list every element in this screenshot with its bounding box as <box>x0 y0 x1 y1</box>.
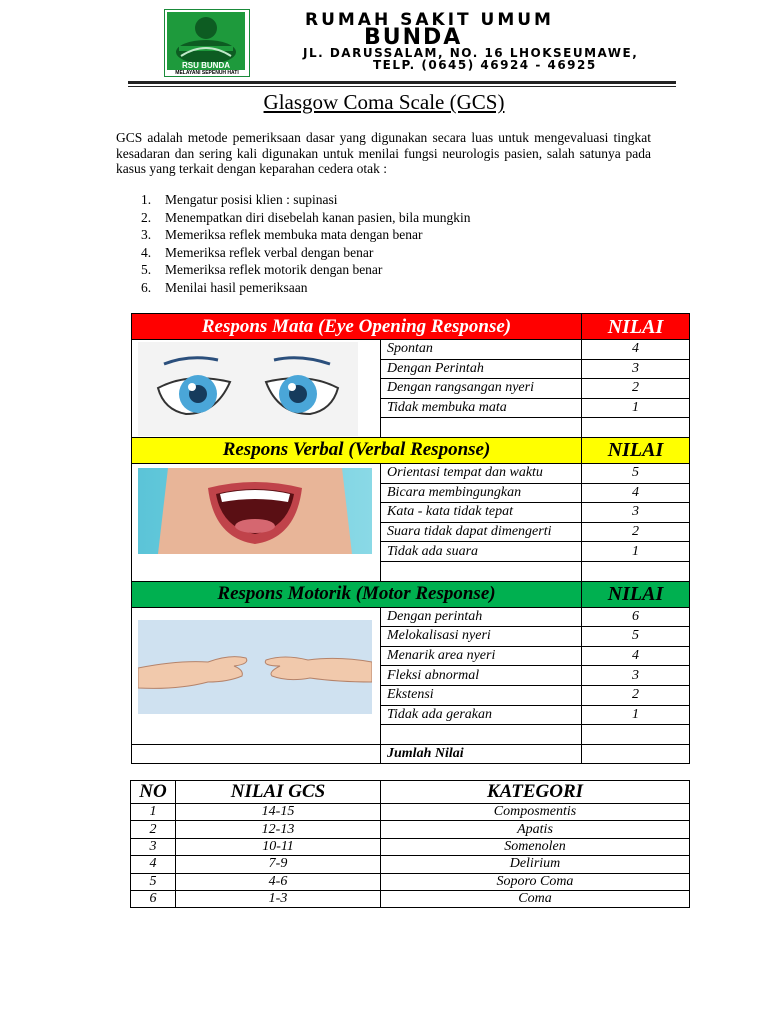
verbal-criteria: Suara tidak dapat dimengerti <box>381 522 582 542</box>
header-divider-thick <box>128 81 676 84</box>
gcs-category-table <box>130 780 690 908</box>
hands-illustration <box>132 607 381 744</box>
verbal-score: 2 <box>582 522 690 542</box>
mouth-illustration <box>132 463 381 581</box>
eye-criteria: Dengan rangsangan nyeri <box>381 379 582 399</box>
verbal-criteria: Kata - kata tidak tepat <box>381 503 582 523</box>
verbal-criteria: Orientasi tempat dan waktu <box>381 463 582 483</box>
eye-response-header: Respons Mata (Eye Opening Response) <box>132 314 582 340</box>
gcs-scoring-table <box>131 313 690 764</box>
col-header-nilai: NILAI GCS <box>176 781 381 804</box>
hospital-logo <box>164 9 250 77</box>
verbal-response-header: Respons Verbal (Verbal Response) <box>132 437 582 463</box>
eye-score: 3 <box>582 359 690 379</box>
step-item: 6. Menilai hasil pemeriksaan <box>141 279 308 295</box>
motor-criteria: Ekstensi <box>381 685 582 705</box>
table-row: 3 10-11 Somenolen <box>131 838 690 855</box>
hospital-phone: TELP. (0645) 46924 - 46925 <box>373 58 597 72</box>
logo-emblem-icon <box>167 12 245 62</box>
motor-criteria: Dengan perintah <box>381 607 582 627</box>
eye-criteria: Tidak membuka mata <box>381 398 582 418</box>
step-item: 2. Menempatkan diri disebelah kanan pasien, bila mungkin <box>141 209 471 225</box>
eye-score: 4 <box>582 340 690 360</box>
col-header-no: NO <box>131 781 176 804</box>
total-spacer <box>132 744 381 764</box>
verbal-criteria: Bicara membingungkan <box>381 483 582 503</box>
motor-nilai-header: NILAI <box>582 581 690 607</box>
motor-score-blank <box>582 725 690 745</box>
motor-score: 2 <box>582 685 690 705</box>
total-score-field[interactable] <box>582 744 690 764</box>
eyes-illustration <box>132 340 381 438</box>
eye-score: 1 <box>582 398 690 418</box>
eye-score-blank <box>582 418 690 438</box>
eye-criteria-blank <box>381 418 582 438</box>
logo-motto: MELAYANI SEPENUH HATI <box>175 70 239 76</box>
verbal-score: 3 <box>582 503 690 523</box>
motor-score: 1 <box>582 705 690 725</box>
eye-criteria: Spontan <box>381 340 582 360</box>
eye-score: 2 <box>582 379 690 399</box>
hospital-type: RUMAH SAKIT UMUM <box>305 10 554 30</box>
verbal-score: 5 <box>582 463 690 483</box>
step-item: 4. Memeriksa reflek verbal dengan benar <box>141 244 374 260</box>
procedure-steps <box>141 191 471 297</box>
verbal-score: 4 <box>582 483 690 503</box>
col-header-kategori: KATEGORI <box>381 781 690 804</box>
table-row: 5 4-6 Soporo Coma <box>131 873 690 890</box>
hospital-address: JL. DARUSSALAM, NO. 16 LHOKSEUMAWE, <box>303 46 639 60</box>
motor-criteria: Melokalisasi nyeri <box>381 627 582 647</box>
motor-criteria-blank <box>381 725 582 745</box>
logo-text: RSU BUNDA <box>167 62 245 70</box>
document-title: Glasgow Coma Scale (GCS) <box>263 90 505 114</box>
motor-score: 3 <box>582 666 690 686</box>
step-item: 1. Mengatur posisi klien : supinasi <box>141 192 338 207</box>
verbal-criteria: Tidak ada suara <box>381 542 582 562</box>
step-item: 5. Memeriksa reflek motorik dengan benar <box>141 262 383 278</box>
table-row: 6 1-3 Coma <box>131 890 690 907</box>
motor-score: 4 <box>582 646 690 666</box>
motor-criteria: Tidak ada gerakan <box>381 705 582 725</box>
motor-criteria: Menarik area nyeri <box>381 646 582 666</box>
verbal-criteria-blank <box>381 561 582 581</box>
eye-criteria: Dengan Perintah <box>381 359 582 379</box>
eye-nilai-header: NILAI <box>582 314 690 340</box>
table-row: 2 12-13 Apatis <box>131 821 690 838</box>
total-label: Jumlah Nilai <box>381 744 582 764</box>
table-row: 4 7-9 Delirium <box>131 856 690 873</box>
verbal-score: 1 <box>582 542 690 562</box>
verbal-nilai-header: NILAI <box>582 437 690 463</box>
table-row: 1 14-15 Composmentis <box>131 804 690 821</box>
motor-score: 5 <box>582 627 690 647</box>
motor-criteria: Fleksi abnormal <box>381 666 582 686</box>
step-item: 3. Memeriksa reflek membuka mata dengan benar <box>141 227 423 243</box>
motor-response-header: Respons Motorik (Motor Response) <box>132 581 582 607</box>
header-divider-thin <box>128 86 676 87</box>
intro-paragraph: GCS adalah metode pemeriksaan dasar yang digunakan secara luas untuk mengevaluasi tingkat kesadaran dan sering kali digunakan untuk menilai fungsi neurologis pasien, salah satunya pada kasus yang terkait dengan keparahan cedera otak : <box>116 130 651 176</box>
verbal-score-blank <box>582 561 690 581</box>
motor-score: 6 <box>582 607 690 627</box>
hospital-name: BUNDA <box>364 25 463 50</box>
